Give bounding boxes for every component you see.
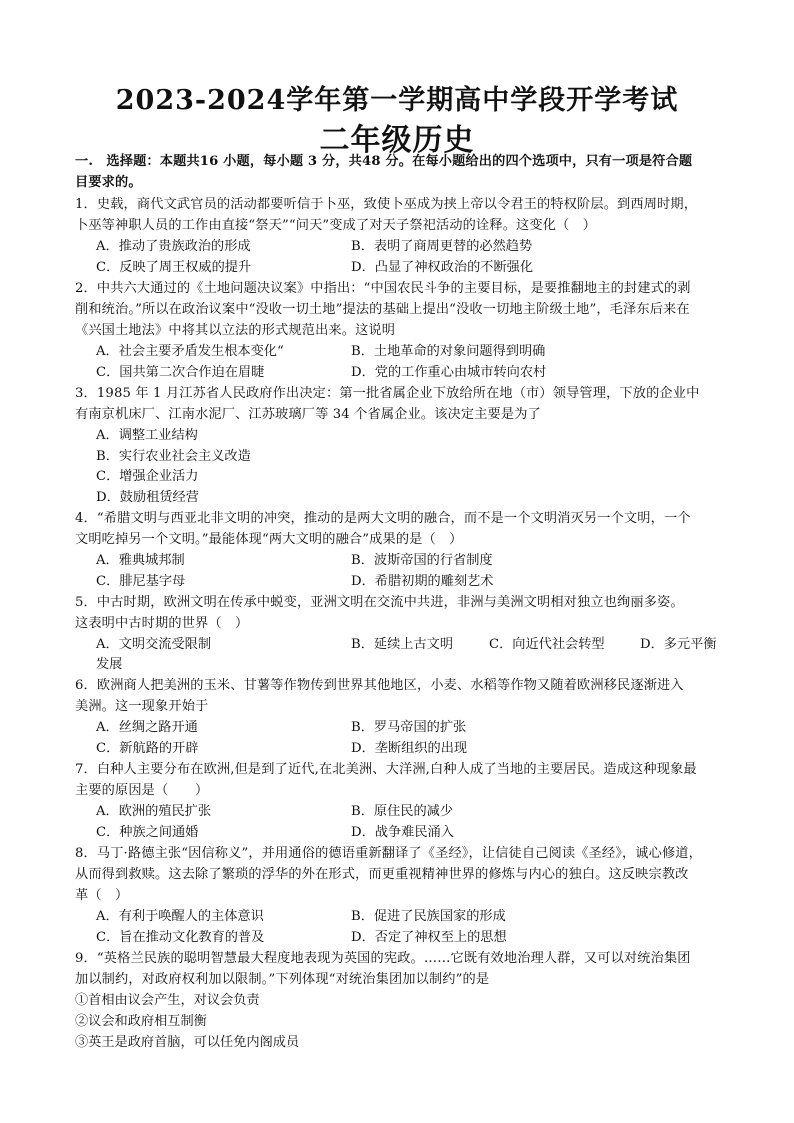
q7-option-d: D．战争难民涌入 [351,825,454,840]
q2-option-b: B．土地革命的对象问题得到明确 [351,344,546,359]
q6-stem-line2: 美洲。这一现象开始于 [75,699,209,714]
q7-stem-line2: 主要的原因是（ ） [75,783,209,798]
q2-option-a: A．社会主要矛盾发生根本变化“ [96,344,284,359]
q1-stem-line2: 卜巫等神职人员的工作由直接“祭天”“问天”变成了对天子祭祀活动的诠释。这变化（ ） [75,218,597,233]
subject-title: 二年级历史 [319,123,475,158]
q2-stem-line3: 《兴国土地法》中将其以立法的形式规范出来。这说明 [75,323,396,338]
q1-option-b: B．表明了商周更替的必然趋势 [351,239,533,254]
q5-stem-line1: 5．中古时期，欧洲文明在传承中蜕变，亚洲文明在交流中共进，非洲与美洲文明相对独立也绚丽多姿。 [75,595,684,610]
q6-option-d: D．垄断组织的出现 [351,741,468,756]
exam-title: 2023-2024学年第一学期高中学段开学考试 [115,85,679,116]
q1-stem-line1: 1．史载，商代文武官员的活动都要听信于卜巫，致使卜巫成为挟上帝以令君王的特权阶层。到西周时期， [75,197,698,212]
q8-option-a: A．有利于唤醒人的主体意识 [96,909,264,924]
q2-option-d: D．党的工作重心由城市转向农村 [351,365,547,380]
q3-option-b: B．实行农业社会主义改造 [96,449,251,464]
q5-option-c: C．向近代社会转型 [489,637,605,652]
q2-option-c: C．国共第二次合作迫在眉睫 [96,365,265,380]
q8-stem-line2: 从而得到救赎。这去除了繁琐的浮华的外在形式，而更重视精神世界的修炼与内心的独白。这反映宗教改 [75,867,689,882]
q9-stem-line1: 9．“英格兰民族的聪明智慧最大程度地表现为英国的宪政。……它既有效地治理人群，又可以对统治集团 [75,951,691,966]
q5-option-d-cont: 发展 [96,657,123,672]
q7-option-a: A．欧洲的殖民扩张 [96,804,212,819]
q4-option-c: C．腓尼基字母 [96,574,186,589]
q2-stem-line1: 2．中共六大通过的《土地问题决议案》中指出：“中国农民斗争的主要目标，是要推翻地主的封建式的剥 [75,281,691,296]
q4-option-d: D．希腊初期的雕刻艺术 [351,574,494,589]
q1-option-c: C．反映了周王权威的提升 [96,260,252,275]
q7-option-b: B．原住民的减少 [351,804,454,819]
section-instruction: 一. 选择题：本题共16 小题，每小题 3 分，共48 分。在每小题给出的四个选项中，只有一项是符合题 [75,154,693,169]
q4-stem-line2: 文明吃掉另一个文明。”最能体现“两大文明的融合”成果的是（ ） [75,532,463,547]
q5-option-d: D．多元平衡 [640,637,717,652]
section-instruction-cont: 目要求的。 [75,175,142,190]
q5-option-b: B．延续上古文明 [351,637,454,652]
q9-statement-3: ③英王是政府首脑，可以任免内阁成员 [75,1035,300,1050]
q9-statement-2: ②议会和政府相互制衡 [75,1014,207,1029]
q8-option-d: D．否定了神权至上的思想 [351,930,507,945]
q8-option-c: C．旨在推动文化教育的普及 [96,930,265,945]
q8-stem-line1: 8．马丁·路德主张“因信称义”，并用通俗的德语重新翻译了《圣经》，让信徒自己阅读《圣经》，诚心修道， [75,846,702,861]
q6-stem-line1: 6．欧洲商人把美洲的玉米、甘薯等作物传到世界其他地区，小麦、水稻等作物又随着欧洲移民逐渐进入 [75,678,684,693]
q2-stem-line2: 削和统治。”所以在政治议案中“没收一切土地”提法的基础上提出“没收一切地主阶级土地”，毛泽东后来在 [75,302,690,317]
q3-option-d: D．鼓励租赁经营 [96,490,199,505]
q3-stem-line1: 3．1985 年 1 月江苏省人民政府作出决定：第一批省属企业下放给所在地（市）领导管理，下放的企业中 [75,386,700,401]
q8-stem-line3: 革（ ） [75,888,129,903]
q1-option-d: D．凸显了神权政治的不断强化 [351,260,534,275]
q9-statement-1: ①首相由议会产生，对议会负责 [75,993,260,1008]
q6-option-b: B．罗马帝国的扩张 [351,720,467,735]
q3-option-a: A．调整工业结构 [96,428,198,443]
q3-option-c: C．增强企业活力 [96,469,199,484]
q6-option-a: A．丝绸之路开通 [96,720,198,735]
q5-option-a: A．文明交流受限制 [96,637,212,652]
q3-stem-line2: 有南京机床厂、江南水泥厂、江苏玻璃厂等 34 个省属企业。该决定主要是为了 [75,407,541,422]
q4-option-b: B．波斯帝国的行省制度 [351,553,493,568]
q7-option-c: C．种族之间通婚 [96,825,199,840]
q5-stem-line2: 这表明中古时期的世界（ ） [75,616,249,631]
q7-stem-line1: 7．白种人主要分布在欧洲,但是到了近代,在北美洲、大洋洲,白种人成了当地的主要居民。造成这种现象最 [75,762,697,777]
q6-option-c: C．新航路的开辟 [96,741,199,756]
q4-option-a: A．雅典城邦制 [96,553,185,568]
q4-stem-line1: 4．“希腊文明与西亚北非文明的冲突，推动的是两大文明的融合，而不是一个文明消灭另一个文明，一个 [75,511,691,526]
q9-stem-line2: 加以制约，对政府权利加以限制。”下列体现“对统治集团加以制约”的是 [75,972,490,987]
q8-option-b: B．促进了民族国家的形成 [351,909,506,924]
q1-option-a: A．推动了贵族政治的形成 [96,239,251,254]
